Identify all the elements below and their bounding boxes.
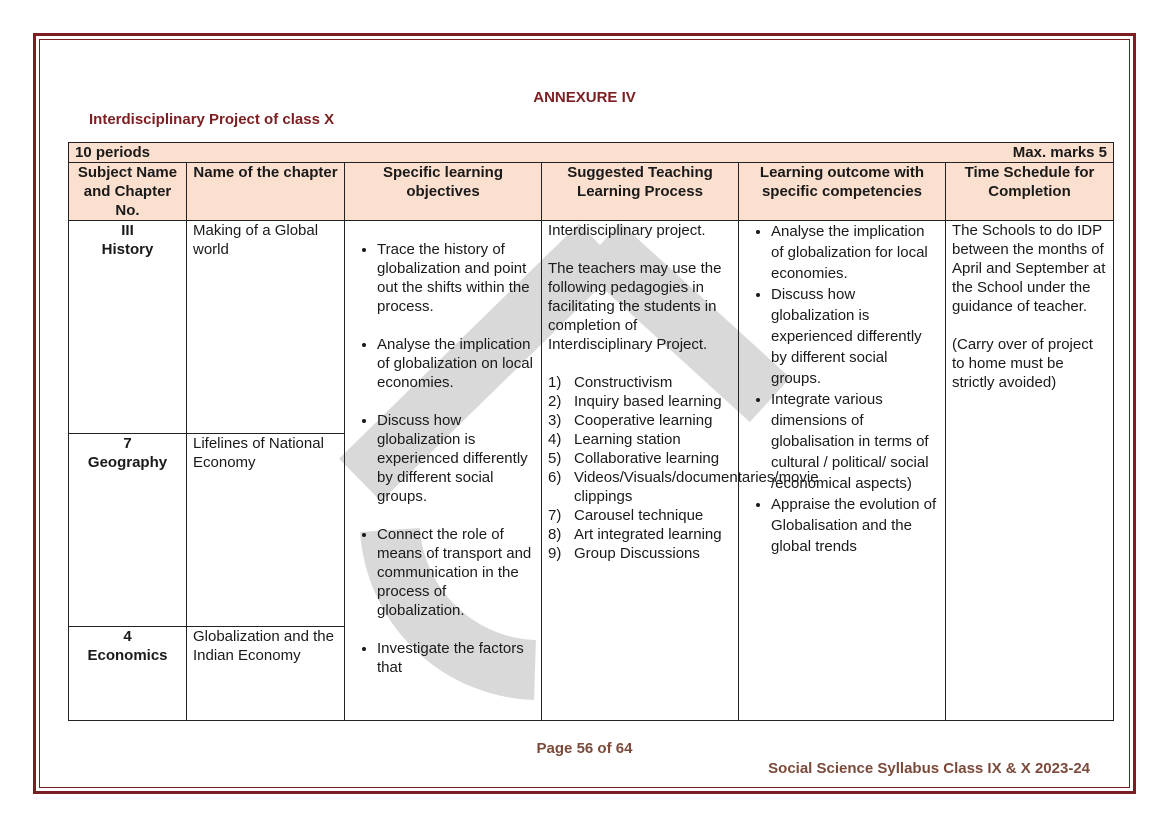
- list-item: 1) Constructivism: [574, 373, 732, 392]
- outcome-item: • Appraise the evolution of Globalisation and the global trends: [771, 494, 939, 557]
- schedule-note: (Carry over of project to home must be strictly avoided): [952, 336, 1093, 391]
- list-item: 5) Collaborative learning: [574, 449, 732, 468]
- outcome-item: • Analyse the implication of globalization for local economies.: [771, 221, 939, 284]
- periods-label: 10 periods: [75, 144, 151, 161]
- project-subtitle: Interdisciplinary Project of class X: [89, 111, 335, 128]
- list-item: 2) Inquiry based learning: [574, 392, 732, 411]
- subject-cell: [69, 627, 187, 721]
- subject-number: 4: [123, 628, 132, 645]
- list-item: 7) Carousel technique: [574, 506, 732, 525]
- chapter-cell: Lifelines of National Economy: [187, 434, 345, 627]
- syllabus-footer: Social Science Syllabus Class IX & X 2023-24: [768, 760, 1090, 777]
- objective-item: • Investigate the factors that: [377, 639, 535, 677]
- col-header-schedule: Time Schedule for Completion: [946, 163, 1114, 221]
- subject-name: History: [101, 241, 154, 258]
- list-item: 9) Group Discussions: [574, 544, 732, 563]
- subject-number: 7: [123, 435, 132, 452]
- table-row: [69, 221, 1114, 434]
- pedagogy-list: [548, 373, 819, 563]
- subject-cell: [69, 221, 187, 434]
- outcome-item: • Discuss how globalization is experienced differently by different social groups.: [771, 284, 939, 389]
- list-item: 4) Learning station: [574, 430, 732, 449]
- header-row: [69, 163, 1114, 221]
- list-item: 8) Art integrated learning: [574, 525, 732, 544]
- objective-item: • Discuss how globalization is experienced differently by different social groups.: [377, 411, 535, 506]
- project-table: [68, 142, 1114, 721]
- process-intro: Interdisciplinary project.: [548, 222, 706, 239]
- max-marks-label: Max. marks 5: [1012, 144, 1108, 161]
- schedule-cell: [946, 221, 1114, 721]
- col-header-outcomes: Learning outcome with specific competencies: [739, 163, 946, 221]
- list-item: 3) Cooperative learning: [574, 411, 732, 430]
- objective-item: • Connect the role of means of transport and communication in the process of globalization.: [377, 525, 535, 620]
- subject-cell: [69, 434, 187, 627]
- subject-name: Economics: [87, 647, 168, 664]
- process-cell: [542, 221, 819, 721]
- page-number: Page 56 of 64: [536, 740, 633, 757]
- col-header-process: Suggested Teaching Learning Process: [542, 163, 739, 221]
- col-header-subject: Subject Name and Chapter No.: [69, 163, 187, 221]
- chapter-cell: Making of a Global world: [187, 221, 345, 434]
- objective-item: • Analyse the implication of globalization on local economies.: [377, 335, 535, 392]
- col-header-chapter: Name of the chapter: [187, 163, 345, 221]
- subject-number: III: [121, 222, 134, 239]
- subject-name: Geography: [87, 454, 168, 471]
- process-lead: The teachers may use the following pedagogies in facilitating the students in completion of Interdisciplinary Project.: [548, 260, 722, 353]
- periods-row: [69, 143, 1114, 163]
- schedule-main: The Schools to do IDP between the months of April and September at the School under the guidance of teacher.: [952, 222, 1106, 315]
- annexure-title: ANNEXURE IV: [533, 89, 636, 106]
- chapter-cell: Globalization and the Indian Economy: [187, 627, 345, 721]
- list-item: 6) Videos/Visuals/documentaries/movie clippings: [574, 468, 732, 506]
- objectives-cell: [345, 221, 542, 721]
- objective-item: • Trace the history of globalization and point out the shifts within the process.: [377, 240, 535, 316]
- outcome-item: • Integrate various dimensions of globalisation in terms of cultural / political/ social /economical aspects): [771, 389, 939, 494]
- col-header-objectives: Specific learning objectives: [345, 163, 542, 221]
